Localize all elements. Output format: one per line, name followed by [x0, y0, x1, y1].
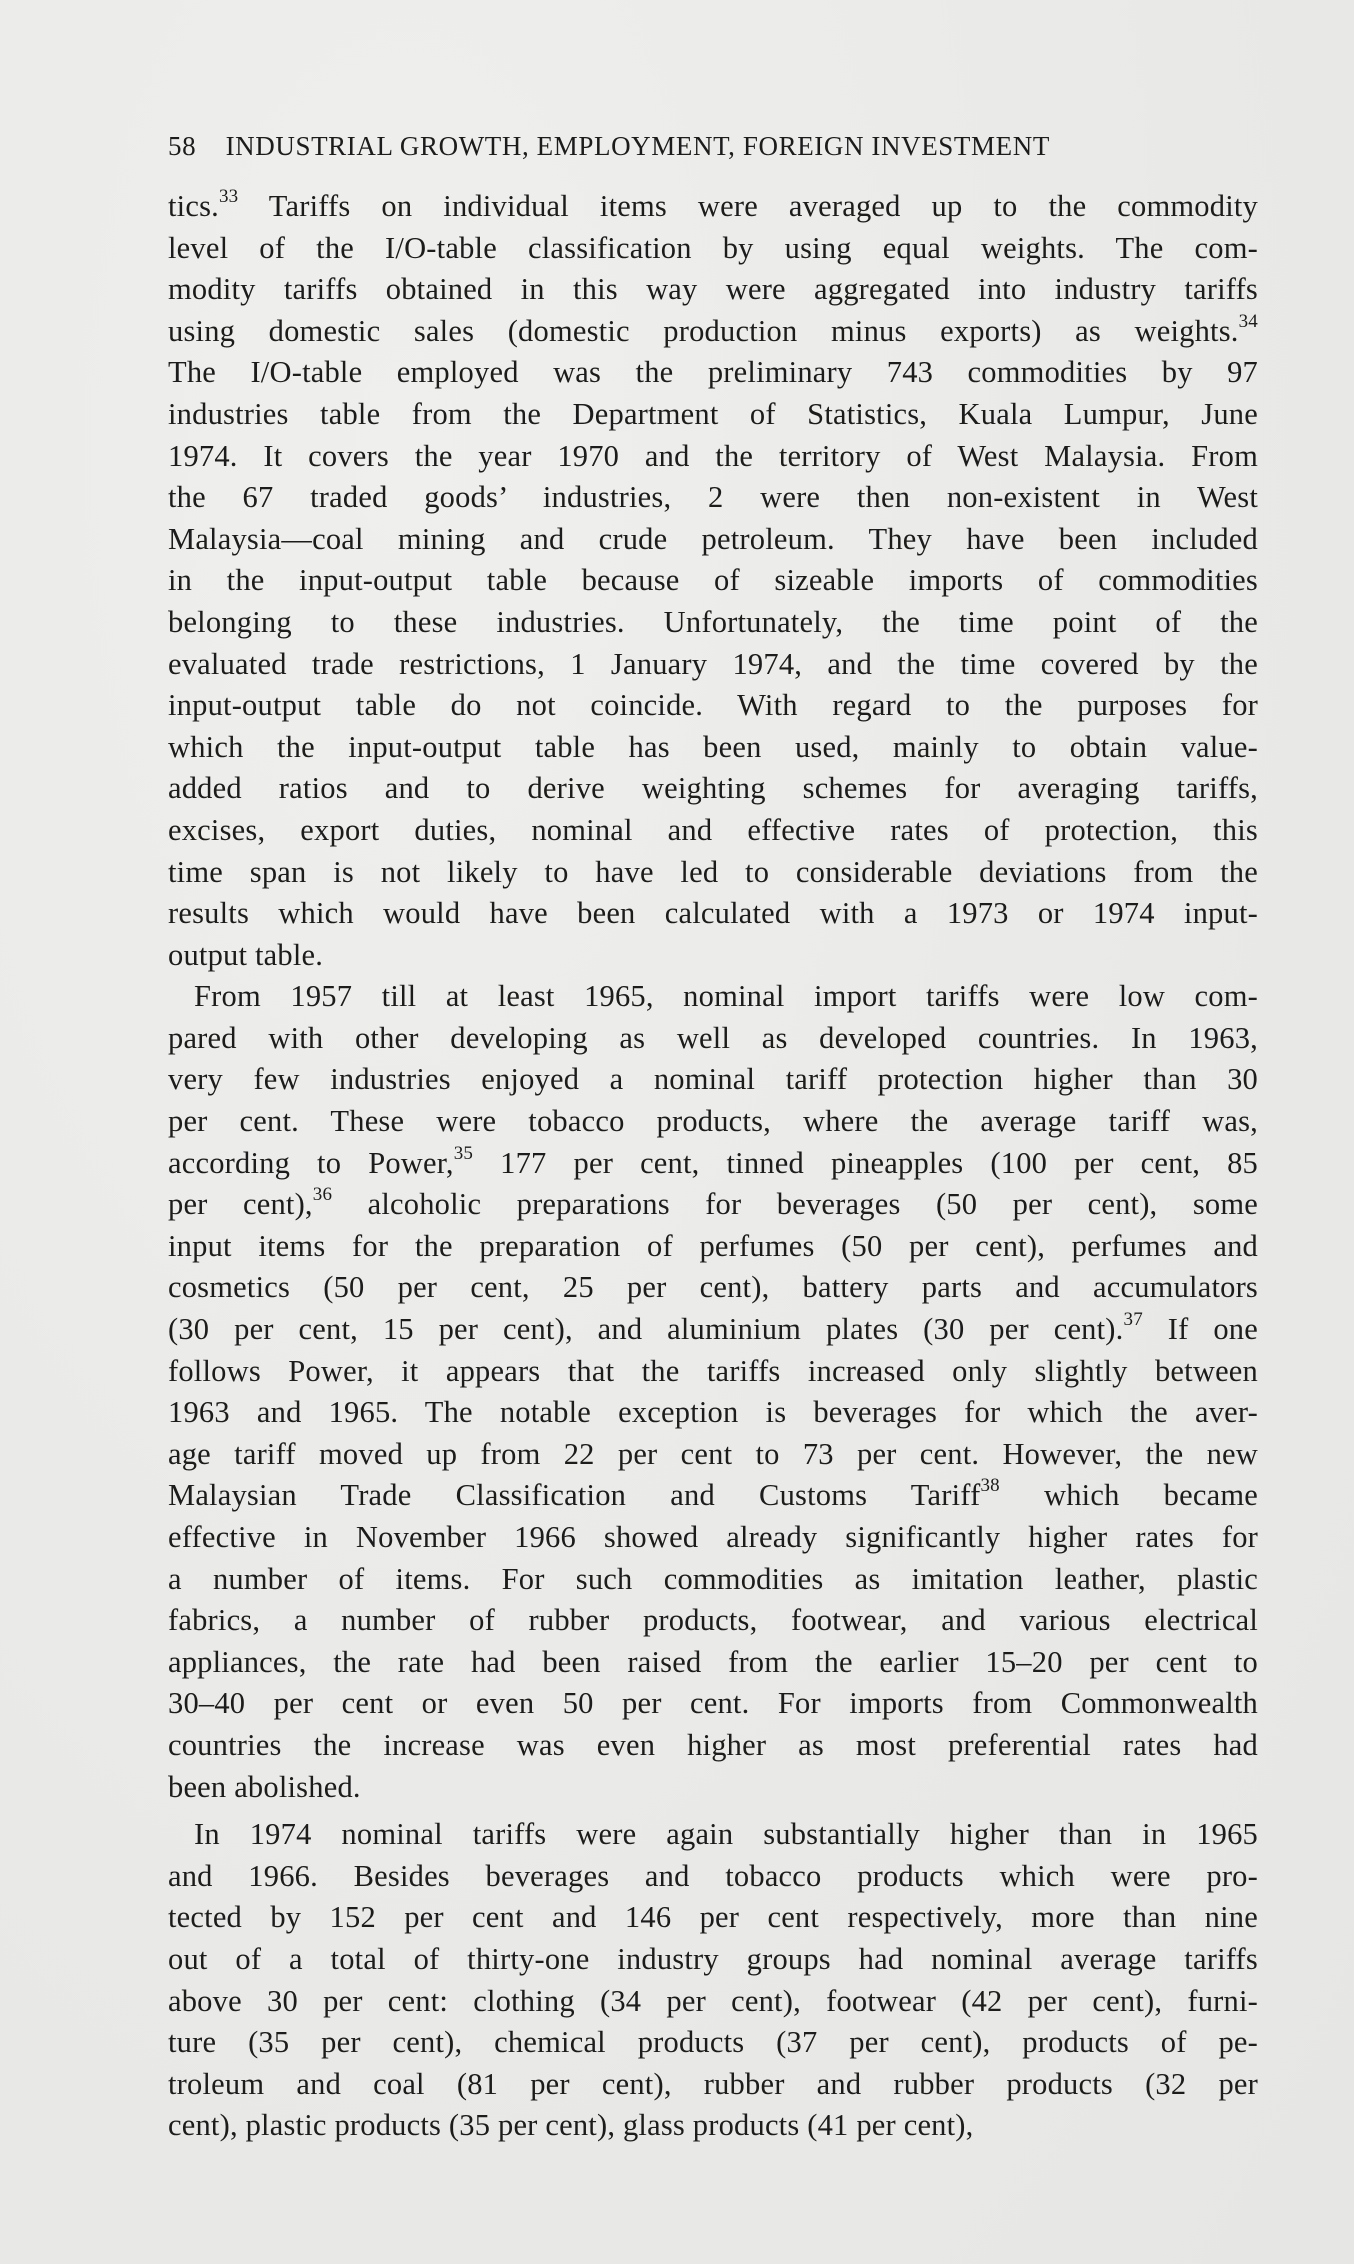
footnote-ref: 38 [980, 1475, 1000, 1497]
text-line: and 1966. Besides beverages and tobacco products which were pro- [168, 1858, 1258, 1893]
text-line: according to Power,$^{35}$ 177 per cent, tinned pineapples (100 per cent, 85 [168, 1142, 1258, 1180]
text-line: ture (35 per cent), chemical products (37 per cent), products of pe- [168, 2025, 1258, 2060]
text-line: out of a total of thirty-one industry groups had nominal average tariffs [168, 1941, 1258, 1976]
text-line: follows Power, it appears that the tariffs increased only slightly between [168, 1353, 1258, 1388]
running-header [168, 126, 1268, 166]
text-line: countries the increase was even higher as most preferential rates had [168, 1727, 1258, 1762]
text-line: troleum and coal (81 per cent), rubber and rubber products (32 per [168, 2066, 1258, 2101]
text-line: input items for the preparation of perfumes (50 per cent), perfumes and [168, 1228, 1258, 1263]
text-line: input-output table do not coincide. With regard to the purposes for [168, 688, 1258, 723]
footnote-ref: 35 [453, 1142, 474, 1164]
text-line: age tariff moved up from 22 per cent to 73 per cent. However, the new [168, 1436, 1258, 1471]
text-line: tected by 152 per cent and 146 per cent respectively, more than nine [168, 1900, 1258, 1935]
text-line: fabrics, a number of rubber products, footwear, and various electrical [168, 1603, 1258, 1638]
text-line: (30 per cent, 15 per cent), and aluminium plates (30 per cent).$^{37}$ If one [168, 1308, 1258, 1347]
text-line: time span is not likely to have led to considerable deviations from the [168, 854, 1258, 889]
text-line: From 1957 till at least 1965, nominal import tariffs were low com- [194, 979, 1258, 1014]
text-line: output table. [168, 937, 324, 972]
text-line: using domestic sales (domestic production minus exports) as weights.$^{34}$ [168, 310, 1258, 348]
text-line: the 67 traded goods’ industries, 2 were then non-existent in West [168, 480, 1258, 515]
paragraph-3 [168, 1814, 1258, 2147]
text-line: been abolished. [168, 1769, 361, 1804]
text-line: per cent. These were tobacco products, where the average tariff was, [168, 1104, 1258, 1139]
text-line: which the input-output table has been used, mainly to obtain value- [168, 729, 1258, 764]
text-line: evaluated trade restrictions, 1 January 1974, and the time covered by the [168, 646, 1258, 681]
text-line: per cent),$^{36}$ alcoholic preparations for beverages (50 per cent), some [168, 1184, 1258, 1222]
paragraph-1 [168, 186, 1258, 976]
text-line: Malaysian Trade Classification and Customs Tariff$^{38}$ which became [168, 1475, 1258, 1513]
text-line: belonging to these industries. Unfortunately, the time point of the [168, 604, 1258, 639]
text-line: industries table from the Department of Statistics, Kuala Lumpur, June [168, 396, 1258, 431]
text-line: level of the I/O-table classification by using equal weights. The com- [168, 230, 1258, 265]
text-line: In 1974 nominal tariffs were again substantially higher than in 1965 [194, 1817, 1258, 1852]
text-line: 1963 and 1965. The notable exception is beverages for which the aver- [168, 1395, 1258, 1430]
text-line: 1974. It covers the year 1970 and the territory of West Malaysia. From [168, 438, 1258, 473]
text-line: 30–40 per cent or even 50 per cent. For imports from Commonwealth [168, 1686, 1258, 1721]
text-line: above 30 per cent: clothing (34 per cent), footwear (42 per cent), furni- [168, 1983, 1258, 2018]
page-number: 58 [168, 131, 197, 161]
text-line: effective in November 1966 showed already significantly higher rates for [168, 1520, 1258, 1554]
footnote-ref: 37 [1123, 1308, 1143, 1330]
text-line: The I/O-table employed was the preliminary 743 commodities by 97 [168, 355, 1258, 390]
footnote-ref: 36 [312, 1184, 333, 1206]
text-line: tics.$^{33}$ Tariffs on individual items were averaged up to the commodity [168, 185, 1258, 223]
text-line: a number of items. For such commodities as imitation leather, plastic [168, 1561, 1258, 1596]
text-line: appliances, the rate had been raised from the earlier 15–20 per cent to [168, 1644, 1258, 1679]
running-title: INDUSTRIAL GROWTH, EMPLOYMENT, FOREIGN INVESTMENT [225, 131, 1050, 161]
text-line: modity tariffs obtained in this way were aggregated into industry tariffs [168, 272, 1258, 307]
footnote-ref: 34 [1238, 310, 1258, 332]
text-line: very few industries enjoyed a nominal tariff protection higher than 30 [168, 1062, 1258, 1097]
text-line: added ratios and to derive weighting schemes for averaging tariffs, [168, 771, 1258, 806]
footnote-ref: 33 [218, 185, 239, 207]
text-line: Malaysia—coal mining and crude petroleum. They have been included [168, 521, 1258, 556]
text-line: results which would have been calculated with a 1973 or 1974 input- [168, 896, 1258, 931]
text-line: pared with other developing as well as developed countries. In 1963, [168, 1020, 1258, 1055]
text-line: cent), plastic products (35 per cent), glass products (41 per cent), [168, 2108, 974, 2143]
body-text [168, 186, 1258, 2147]
text-line: in the input-output table because of sizeable imports of commodities [168, 563, 1258, 598]
text-line: excises, export duties, nominal and effective rates of protection, this [168, 812, 1258, 847]
text-line: cosmetics (50 per cent, 25 per cent), battery parts and accumulators [168, 1270, 1258, 1305]
paragraph-2 [168, 976, 1258, 1808]
